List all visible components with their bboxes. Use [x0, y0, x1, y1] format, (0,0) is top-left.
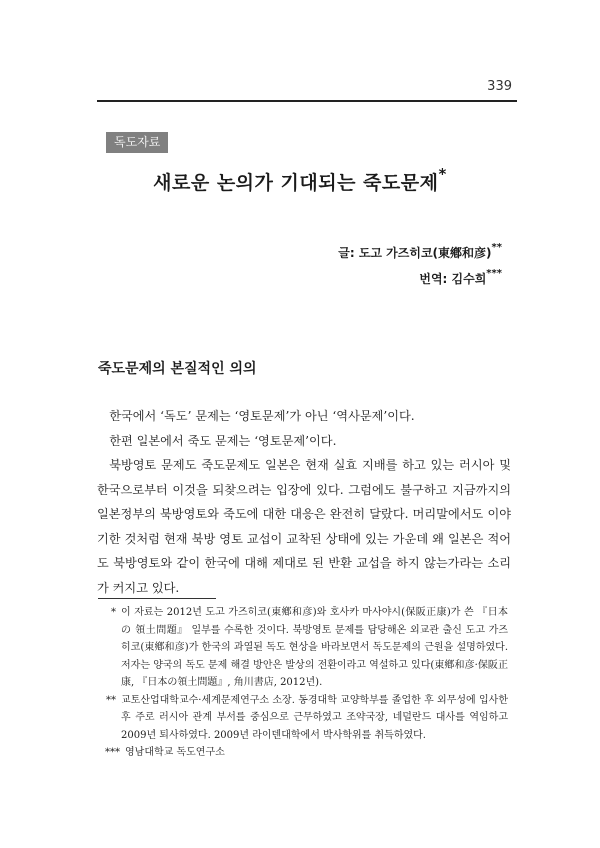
- author-footnote-mark: **: [491, 242, 502, 253]
- footnotes: [98, 604, 508, 762]
- article-title: [0, 165, 600, 195]
- footnote-text: 영남대학교 독도연구소: [125, 747, 225, 758]
- author-byline: [338, 244, 502, 261]
- footnote: [98, 744, 508, 762]
- translator-footnote-mark: ***: [486, 268, 502, 279]
- paragraph-3: 북방영토 문제도 죽도문제도 일본은 현재 실효 지배를 하고 있는 러시아 및 한국으로부터 이것을 되찾으려는 입장에 있다. 그럼에도 불구하고 지금까지의 일본정부의 북방영토와 죽도에 대한 대응은 완전히 달랐다. 머리말에서도 이야기한 것처럼 현재 북방 영토 교섭이 교착된 상태에 있는 가운데 왜 일본은 적어도 북방영토와 같이 한국에 대해 제대로 된 반환 교섭을 하지 않는가라는 소리가 커지고 있다.: [97, 458, 511, 595]
- section-heading: 죽도문제의 본질적인 의의: [98, 361, 257, 377]
- header-rule: [97, 100, 517, 102]
- paragraph-2: 한편 일본에서 죽도 문제는 ‘영토문제’이다.: [109, 433, 337, 448]
- title-footnote-mark: *: [438, 165, 447, 183]
- footnote-rule: [98, 598, 216, 599]
- footnote-text: 이 자료는 2012년 도고 가즈히코(東鄕和彦)와 호사카 마사야시(保阪正康)가 쓴 『日本の 領土問題』 일부를 수록한 것이다. 북방영토 문제를 담당해온 외교관 출신 도고 가즈히코(東鄕和彦)가 한국의 과열된 독도 현상을 바라보면서 독도문제의 근원을 설명하였다. 저자는 양국의 독도 문제 해결 방안은 발상의 전환이라고 역설하고 있다(東鄕和彦·保阪正康, 『日本の領土問題』, 角川書店, 2012년).: [121, 607, 508, 688]
- footnote: [98, 692, 508, 745]
- page-number: 339: [487, 79, 512, 94]
- footnote-mark: ***: [105, 747, 120, 758]
- body-text: [97, 404, 511, 600]
- author-text: 글: 도고 가즈히코(東鄕和彦): [338, 246, 492, 260]
- translator-byline: [419, 270, 502, 287]
- footnote-mark: *: [111, 607, 116, 618]
- footnote-mark: **: [106, 694, 116, 706]
- title-text: 새로운 논의가 기대되는 죽도문제: [153, 172, 439, 194]
- section-tag: 독도자료: [106, 132, 168, 153]
- footnote-text: 교토산업대학교수·세계문제연구소 소장. 동경대학 교양학부를 졸업한 후 외무성에 입사한 후 주로 러시아 관계 부서를 중심으로 근무하였고 조약국장, 네덜란드 대사를 역임하고 2009년 퇴사하였다. 2009년 라이덴대학에서 박사학위를 취득하였다.: [121, 694, 508, 741]
- paragraph-1: 한국에서 ‘독도’ 문제는 ‘영토문제’가 아닌 ‘역사문제’이다.: [109, 409, 415, 423]
- footnote: [98, 604, 508, 692]
- translator-text: 번역: 김수희: [419, 272, 487, 286]
